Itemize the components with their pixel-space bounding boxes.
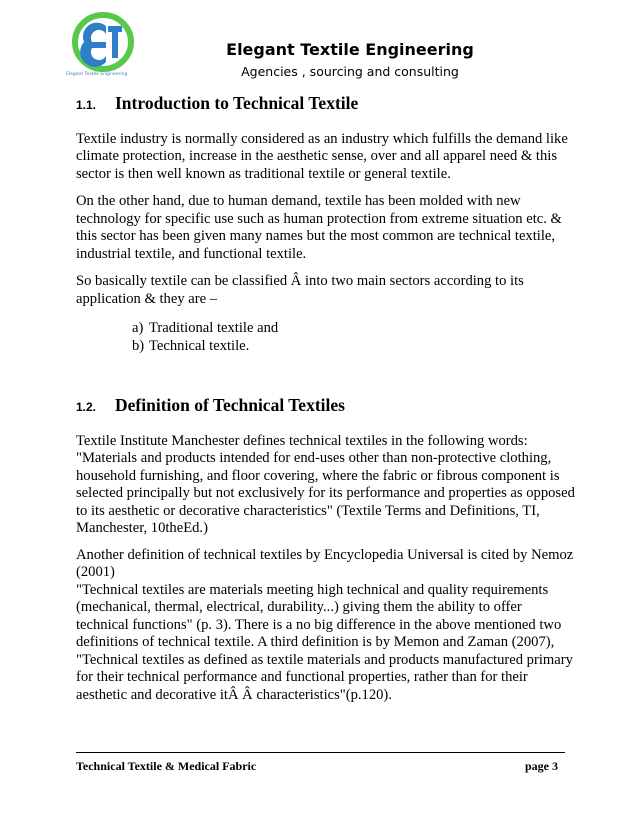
paragraph: Textile industry is normally considered as an industry which fulfills the demand like climate protection, increase in the aesthetic sense, over and all apparel need & this sector is then well known as traditional textile or general textile.	[76, 130, 568, 182]
document-body	[76, 95, 576, 714]
section-heading	[76, 95, 576, 115]
company-name: Elegant Textile Engineering	[226, 40, 474, 59]
section-number: 1.2.	[76, 400, 97, 414]
footer-title: Technical Textile & Medical Fabric	[76, 759, 257, 773]
paragraph: On the other hand, due to human demand, textile has been molded with new technology for specific use such as human protection from extreme situation etc. & this sector has been given many names but the most common are technical textile, industrial textile, and functional textile.	[76, 193, 562, 262]
logo-caption: Elegant Textile Engineering	[66, 72, 128, 77]
list-item-text: Technical textile.	[149, 337, 250, 354]
paragraph: Textile Institute Manchester defines technical textiles in the following words: "Materials and products intended for end-uses other than non-protective clothing, household furnishing, and floor covering, where the fabric or fibrous component is selected principally but not exclusively for its performance and properties as opposed to its aesthetic or decorative characteristics" (Textile Terms and Definitions, TI, Manchester, 10theEd.)	[76, 432, 575, 536]
company-logo	[66, 12, 146, 78]
list-item	[132, 320, 576, 338]
list-item-text: Traditional textile and	[149, 320, 279, 336]
list-marker: b)	[132, 337, 145, 354]
list-item	[132, 338, 576, 356]
paragraph: So basically textile can be classified Â into two main sectors according to its application & they are –	[76, 273, 524, 307]
section-title: Introduction to Technical Textile	[115, 93, 359, 113]
classification-list	[76, 320, 576, 355]
section-title: Definition of Technical Textiles	[115, 395, 345, 415]
section-heading	[76, 397, 576, 417]
company-tagline: Agencies , sourcing and consulting	[241, 64, 459, 79]
page-number: page 3	[525, 759, 558, 773]
list-marker: a)	[132, 320, 144, 336]
section-number: 1.1.	[76, 98, 97, 112]
footer-divider	[76, 752, 565, 753]
paragraph: Another definition of technical textiles by Encyclopedia Universal is cited by Nemoz (2001) "Technical textiles are materials meeting high technical and quality requirements (mechanical, thermal, electrical, durability...) giving them the ability to offer technical functions" (p. 3). There is a no big difference in the above mentioned two definitions of technical textile. A third definition is by Memon and Zaman (2007), "Technical textiles as defined as textile materials and products manufactured primary for their technical performance and functional properties, rather than for their aesthetic and decorative itÂ Â characteristics"(p.120).	[76, 546, 574, 703]
